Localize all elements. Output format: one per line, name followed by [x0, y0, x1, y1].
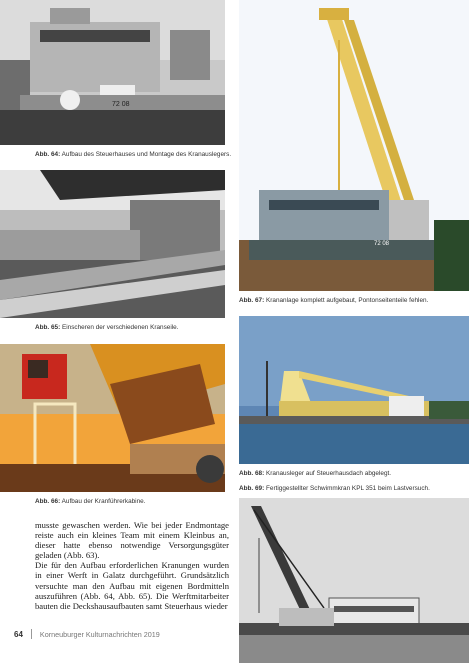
caption-abb-68 — [239, 470, 391, 478]
caption-abb-65 — [35, 324, 179, 332]
caption-label: Abb. 65: — [35, 324, 61, 331]
photo-abb-67 — [239, 0, 469, 291]
caption-text: Krananlage komplett aufgebaut, Pontonseitenteile fehlen. — [264, 297, 429, 304]
footer-divider — [31, 629, 32, 639]
caption-abb-67 — [239, 297, 428, 305]
photo-abb-65 — [0, 170, 225, 318]
caption-text: Fertiggestellter Schwimmkran KPL 351 beim Lastversuch. — [264, 485, 430, 492]
body-paragraph: Die für den Aufbau erforderlichen Kranungen wurden in einer Werft in Galatz durchgeführt. Grundsätzlich versuchte man den Aufbau mit eigenen Bordmitteln auszuführen (Abb. 64, Abb. 65). Die Werftmitarbeiter bauten die Deckshausaufbauten samt Steuerhaus wieder — [35, 560, 229, 611]
publication-title: Korneuburger Kulturnachrichten 2019 — [39, 629, 160, 639]
hull-number-text: 72 08 — [112, 101, 130, 108]
caption-abb-69 — [239, 485, 430, 493]
caption-label: Abb. 64: — [35, 151, 61, 158]
caption-text: Kranausleger auf Steuerhausdach abgelegt. — [264, 470, 392, 477]
article-body — [35, 520, 229, 611]
caption-label: Abb. 68: — [239, 470, 265, 477]
page-number: 64 — [14, 629, 23, 639]
photo-abb-68 — [239, 316, 469, 464]
photo-abb-66 — [0, 344, 225, 492]
hull-number-text: 72 08 — [374, 241, 390, 247]
caption-label: Abb. 69: — [239, 485, 265, 492]
caption-text: Einscheren der verschiedenen Kranseile. — [60, 324, 179, 331]
caption-label: Abb. 66: — [35, 498, 61, 505]
caption-label: Abb. 67: — [239, 297, 265, 304]
body-paragraph: musste gewaschen werden. Wie bei jeder Endmontage reiste auch ein kleines Team mit einem Kleinbus an, dieser hatte ebenso notwendige Versorgungsgüter geladen (Abb. 63). — [35, 520, 229, 561]
caption-text: Aufbau des Steuerhauses und Montage des Kranauslegers. — [60, 151, 232, 158]
photo-abb-69 — [239, 498, 469, 663]
caption-abb-66 — [35, 498, 145, 506]
photo-abb-64 — [0, 0, 225, 145]
caption-text: Aufbau der Kranführerkabine. — [60, 498, 146, 505]
page-footer — [14, 628, 160, 640]
caption-abb-64 — [35, 151, 231, 159]
